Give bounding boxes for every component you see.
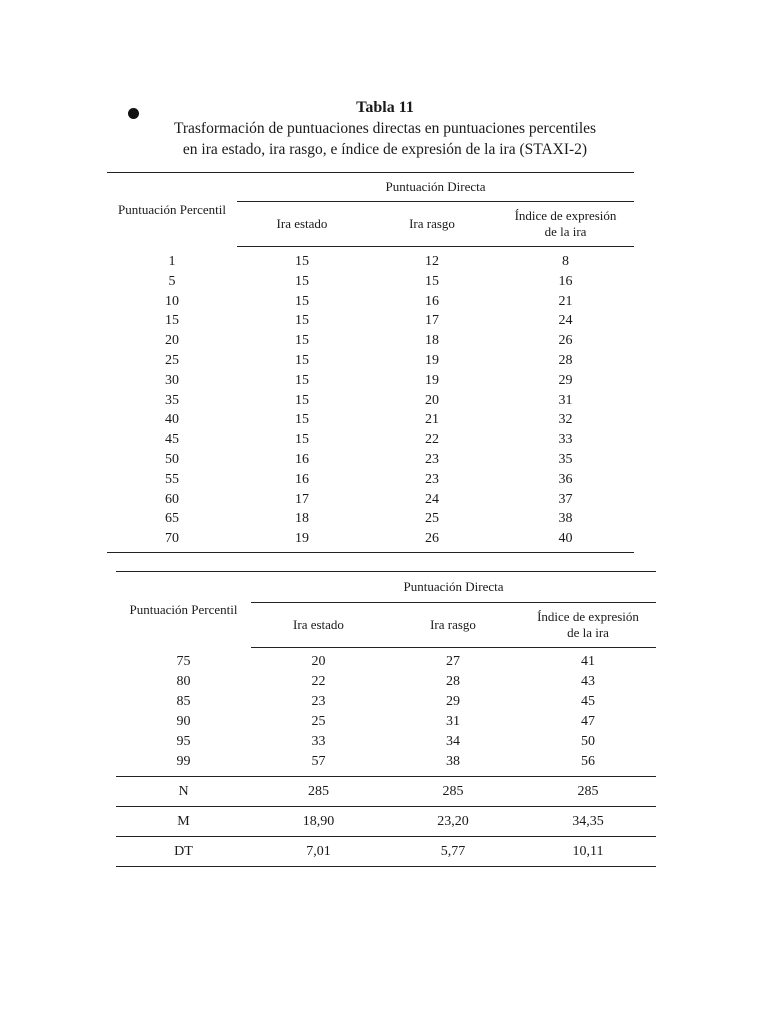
value-cell: 56 bbox=[581, 754, 595, 769]
value-cell: 17 bbox=[425, 313, 439, 329]
table-row bbox=[116, 672, 656, 692]
value-cell: 16 bbox=[558, 273, 573, 289]
value-cell: 47 bbox=[581, 714, 595, 729]
value-cell: 23,20 bbox=[386, 807, 520, 837]
stats-row bbox=[116, 777, 656, 807]
column-header-ira-estado: Ira estado bbox=[251, 603, 386, 648]
value-cell: 19 bbox=[425, 352, 439, 368]
caption-line-1: Trasformación de puntuaciones directas en puntuaciones percentiles bbox=[173, 120, 597, 137]
value-cell: 15 bbox=[295, 273, 309, 289]
value-cell: 24 bbox=[558, 313, 573, 329]
group-header-direct-score: Puntuación Directa bbox=[403, 579, 504, 594]
table-row bbox=[107, 311, 634, 331]
value-cell: 7,01 bbox=[251, 837, 386, 867]
value-cell: 28 bbox=[558, 352, 573, 368]
value-cell: 41 bbox=[581, 654, 595, 669]
table-row bbox=[107, 331, 634, 351]
value-cell: 10,11 bbox=[520, 837, 656, 867]
table-row bbox=[107, 529, 634, 552]
value-cell: 45 bbox=[581, 694, 595, 709]
table-row bbox=[107, 371, 634, 391]
row-label-cell: 70 bbox=[165, 531, 179, 547]
value-cell: 15 bbox=[295, 254, 309, 269]
value-cell: 23 bbox=[425, 471, 439, 487]
value-cell: 33 bbox=[311, 734, 326, 749]
row-label-cell: 60 bbox=[165, 491, 179, 507]
column-header-ira-rasgo: Ira rasgo bbox=[367, 202, 497, 247]
value-cell: 32 bbox=[558, 412, 573, 428]
row-label-cell: 80 bbox=[176, 674, 191, 689]
table-row bbox=[107, 509, 634, 529]
row-label-cell: 5 bbox=[168, 273, 176, 289]
value-cell: 285 bbox=[520, 777, 656, 807]
value-cell: 33 bbox=[558, 432, 573, 448]
stats-row bbox=[116, 837, 656, 867]
value-cell: 16 bbox=[425, 293, 439, 309]
value-cell: 15 bbox=[295, 313, 309, 329]
row-label-cell: 30 bbox=[165, 372, 179, 388]
row-label-cell: 55 bbox=[165, 471, 179, 487]
percentile-table-part-1 bbox=[107, 172, 634, 553]
table-row bbox=[107, 470, 634, 490]
value-cell: 29 bbox=[558, 372, 573, 388]
value-cell: 31 bbox=[558, 392, 573, 408]
value-cell: 34,35 bbox=[520, 807, 656, 837]
table-row bbox=[107, 490, 634, 510]
value-cell: 5,77 bbox=[386, 837, 520, 867]
value-cell: 15 bbox=[295, 432, 309, 448]
value-cell: 57 bbox=[311, 754, 326, 769]
column-header-indice-expresion-text: Índice de expresión de la ira bbox=[537, 609, 639, 640]
value-cell: 20 bbox=[311, 654, 326, 669]
value-cell: 285 bbox=[251, 777, 386, 807]
row-label-cell: 75 bbox=[176, 653, 191, 669]
column-header-indice-expresion bbox=[520, 603, 656, 648]
row-label-cell: DT bbox=[116, 837, 251, 867]
table-row bbox=[116, 712, 656, 732]
column-header-indice-expresion bbox=[497, 202, 634, 247]
value-cell: 38 bbox=[558, 511, 573, 527]
value-cell: 43 bbox=[581, 674, 595, 689]
table-row bbox=[107, 391, 634, 411]
table-row bbox=[116, 752, 656, 777]
table2-body bbox=[116, 648, 656, 777]
value-cell: 21 bbox=[425, 412, 439, 428]
value-cell: 40 bbox=[558, 531, 573, 547]
value-cell: 25 bbox=[425, 511, 439, 527]
row-label-cell: 90 bbox=[176, 714, 191, 729]
table-row bbox=[107, 292, 634, 312]
row-label-cell: N bbox=[116, 777, 251, 807]
value-cell: 36 bbox=[558, 471, 573, 487]
value-cell: 18,90 bbox=[251, 807, 386, 837]
value-cell: 35 bbox=[558, 451, 573, 467]
table-row bbox=[107, 450, 634, 470]
table-title: Tabla 11 bbox=[356, 99, 414, 116]
row-label-cell: 10 bbox=[165, 293, 179, 309]
value-cell: 25 bbox=[311, 714, 326, 729]
value-cell: 285 bbox=[386, 777, 520, 807]
value-cell: 22 bbox=[311, 674, 326, 689]
table-row bbox=[116, 692, 656, 712]
value-cell: 15 bbox=[295, 293, 309, 309]
row-label-cell: 99 bbox=[176, 754, 191, 769]
value-cell: 38 bbox=[446, 754, 460, 769]
value-cell: 31 bbox=[446, 714, 460, 729]
value-cell: 28 bbox=[446, 674, 460, 689]
row-label-cell: 1 bbox=[168, 253, 176, 269]
table-row bbox=[107, 351, 634, 371]
value-cell: 37 bbox=[558, 491, 573, 507]
row-label-cell: 45 bbox=[165, 432, 179, 448]
column-header-ira-rasgo: Ira rasgo bbox=[386, 603, 520, 648]
row-label-cell: 15 bbox=[165, 313, 179, 329]
table-row bbox=[107, 410, 634, 430]
table2-stats bbox=[116, 777, 656, 867]
value-cell: 26 bbox=[558, 333, 573, 349]
row-label-cell: 85 bbox=[176, 694, 191, 709]
value-cell: 34 bbox=[446, 734, 460, 749]
stats-row bbox=[116, 807, 656, 837]
value-cell: 24 bbox=[425, 491, 439, 507]
value-cell: 15 bbox=[295, 372, 309, 388]
value-cell: 21 bbox=[558, 293, 573, 309]
row-label-cell: 20 bbox=[165, 333, 179, 349]
row-header-percentile: Puntuación Percentil bbox=[129, 601, 238, 617]
row-label-cell: 35 bbox=[165, 392, 179, 408]
percentile-table-part-2 bbox=[116, 571, 656, 867]
row-label-cell: 95 bbox=[176, 734, 191, 749]
column-header-indice-expresion-text: Índice de expresión de la ira bbox=[514, 208, 617, 239]
row-label-cell: 25 bbox=[165, 352, 179, 368]
value-cell: 22 bbox=[425, 432, 439, 448]
value-cell: 23 bbox=[425, 451, 439, 467]
table-caption bbox=[100, 98, 670, 160]
row-header-percentile: Puntuación Percentil bbox=[118, 201, 226, 217]
value-cell: 26 bbox=[425, 531, 439, 547]
value-cell: 20 bbox=[425, 392, 439, 408]
value-cell: 15 bbox=[425, 273, 439, 289]
value-cell: 15 bbox=[295, 412, 309, 428]
value-cell: 19 bbox=[295, 531, 309, 547]
value-cell: 27 bbox=[446, 654, 460, 669]
column-header-ira-estado: Ira estado bbox=[237, 202, 367, 247]
value-cell: 18 bbox=[295, 511, 309, 527]
group-header-direct-score: Puntuación Directa bbox=[385, 179, 486, 194]
table-row bbox=[107, 430, 634, 450]
value-cell: 19 bbox=[425, 372, 439, 388]
value-cell: 17 bbox=[295, 491, 309, 507]
table-row bbox=[107, 247, 634, 272]
value-cell: 18 bbox=[425, 333, 439, 349]
value-cell: 15 bbox=[295, 352, 309, 368]
row-label-cell: 50 bbox=[165, 451, 179, 467]
row-label-cell: 65 bbox=[165, 511, 179, 527]
value-cell: 23 bbox=[311, 694, 326, 709]
value-cell: 16 bbox=[295, 451, 309, 467]
caption-line-2: en ira estado, ira rasgo, e índice de expresión de la ira (STAXI-2) bbox=[182, 141, 588, 158]
value-cell: 12 bbox=[425, 254, 439, 269]
row-label-cell: M bbox=[116, 807, 251, 837]
value-cell: 8 bbox=[562, 254, 569, 269]
value-cell: 29 bbox=[446, 694, 460, 709]
table1-body bbox=[107, 247, 634, 553]
table-row bbox=[116, 648, 656, 673]
value-cell: 50 bbox=[581, 734, 595, 749]
value-cell: 15 bbox=[295, 392, 309, 408]
table-row bbox=[116, 732, 656, 752]
table-row bbox=[107, 272, 634, 292]
row-label-cell: 40 bbox=[165, 412, 179, 428]
value-cell: 15 bbox=[295, 333, 309, 349]
value-cell: 16 bbox=[295, 471, 309, 487]
